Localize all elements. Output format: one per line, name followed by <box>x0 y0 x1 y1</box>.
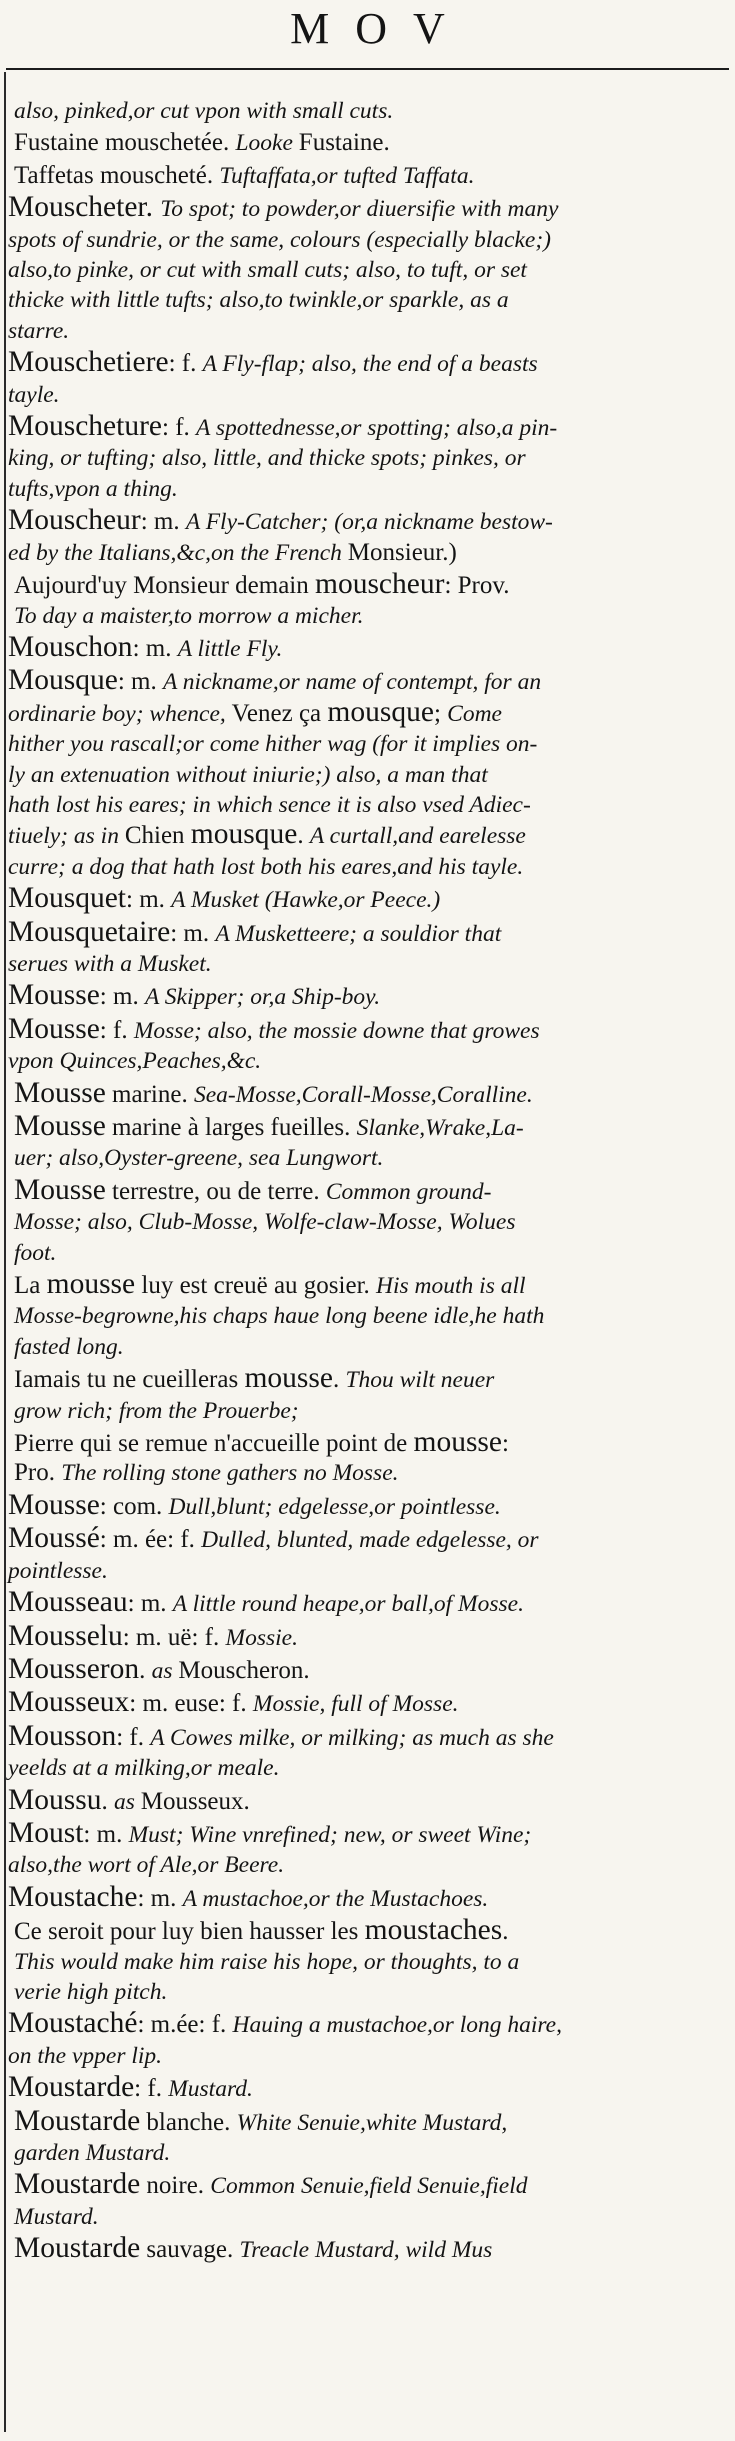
french-text: Ce seroit pour luy bien hausser les <box>14 1918 365 1946</box>
entry-line <box>8 729 723 759</box>
entry-line <box>8 1783 723 1817</box>
entry-line <box>14 1426 723 1459</box>
dictionary-entry <box>8 193 723 346</box>
headword: Mousseux <box>8 1686 130 1719</box>
french-text: : m. <box>99 983 145 1011</box>
entry-line <box>14 1362 723 1395</box>
english-gloss: thicke with little tufts; also,to twinkle,or sparkle, as a <box>8 287 509 314</box>
headword: Moustarde <box>14 2168 141 2201</box>
french-text: terrestre, ou de terre. <box>105 1177 326 1205</box>
dictionary-subentry <box>8 1076 723 1110</box>
headword: mousque <box>190 818 298 851</box>
english-gloss: tayle. <box>8 381 60 408</box>
french-text: : f. <box>162 414 197 442</box>
english-gloss: also,to pinke, or cut with small cuts; also, to tuft, or set <box>8 257 527 284</box>
french-text: : f. <box>116 1723 151 1751</box>
entry-line <box>8 1816 723 1850</box>
french-text: Pierre qui se remue n'accueille point de <box>14 1430 414 1458</box>
english-gloss: A Fly-flap; also, the end of a beasts <box>202 351 538 378</box>
headword: mousque <box>327 695 434 728</box>
entry-line <box>14 2138 723 2168</box>
english-gloss: Come <box>447 700 502 727</box>
french-text: . <box>332 1366 346 1394</box>
dictionary-entry <box>8 1719 723 1784</box>
english-gloss: White Senuie,white Mustard, <box>236 2109 508 2136</box>
dictionary-subentry <box>8 1173 723 1268</box>
entry-line <box>8 882 723 915</box>
entry-line <box>14 1977 723 2007</box>
entry-line <box>14 1173 723 1207</box>
french-text: marine. <box>105 1080 194 1108</box>
french-text: Mouscheron. <box>178 1656 310 1684</box>
entry-line <box>8 191 723 224</box>
english-gloss: Hauing a mustachoe,or long haire, <box>232 2012 562 2039</box>
french-text: : Prov. <box>444 572 510 600</box>
dictionary-entry <box>8 506 723 568</box>
english-gloss: To spot; to powder,or diuersifie with many <box>160 196 559 223</box>
entry-line <box>8 949 723 979</box>
entry-line <box>8 2071 723 2104</box>
entry-line <box>8 1652 723 1686</box>
english-gloss: A little round heape,or ball,of Mosse. <box>172 1591 524 1618</box>
english-gloss: hither you rascall;or come hither wag (for it implies on- <box>8 731 538 758</box>
english-gloss: Sea-Mosse,Corall-Mosse,Coralline. <box>193 1081 533 1108</box>
headword: Moustarde <box>14 2232 141 2265</box>
entry-line <box>14 1332 723 1362</box>
headword: Mouscheture <box>8 410 163 443</box>
english-gloss: foot. <box>14 1239 57 1266</box>
dictionary-entry <box>8 1880 723 1914</box>
english-gloss: Slanke,Wrake,La- <box>356 1115 524 1141</box>
entry-line <box>14 1268 723 1301</box>
dictionary-subentry <box>8 570 723 631</box>
english-gloss: on the vpper lip. <box>8 2042 163 2069</box>
english-gloss: king, or tufting; also, little, and thicke spots; pinkes, or <box>8 445 526 472</box>
english-gloss: Mustard. <box>168 2076 253 2103</box>
english-gloss: A Skipper; or,a Ship-boy. <box>144 984 381 1011</box>
entry-line <box>8 1046 723 1076</box>
english-gloss: Mosse; also, Club-Mosse, Wolfe-claw-Mosse, Wolues <box>14 1209 516 1236</box>
dictionary-entry <box>8 1619 723 1653</box>
english-gloss: A Fly-Catcher; (or,a nickname bestow- <box>185 509 553 536</box>
entry-line <box>8 346 723 379</box>
entry-line <box>8 818 723 851</box>
english-gloss: yeelds at a milking,or meale. <box>8 1755 280 1782</box>
english-gloss: curre; a dog that hath lost both his eares,and his tayle. <box>8 853 524 880</box>
english-gloss: A Musket (Hawke,or Peece.) <box>171 887 441 914</box>
english-gloss: spots of sundrie, or the same, colours (especially blacke;) <box>8 226 552 253</box>
entry-line <box>14 2232 723 2265</box>
english-gloss: also, pinked,or cut vpon with small cuts. <box>14 98 394 124</box>
english-gloss: ed by the Italians,&c,on the French <box>8 539 348 566</box>
entry-line <box>14 2168 723 2201</box>
dictionary-subentry <box>8 1270 723 1362</box>
english-gloss: A nickname,or name of contempt, for an <box>162 669 542 696</box>
headword: Mousque <box>8 664 118 697</box>
dictionary-subentry <box>8 1364 723 1426</box>
french-text: Pro. <box>14 1459 62 1487</box>
dictionary-subentry <box>8 1112 723 1174</box>
dictionary-subentry <box>8 2234 723 2265</box>
entry-line <box>14 128 723 158</box>
english-gloss: Mosse-begrowne,his chaps haue long beene idle,he hath <box>14 1303 545 1330</box>
entry-line <box>8 285 723 315</box>
english-gloss: Mosse; also, the mossie downe that growes <box>133 1017 540 1044</box>
french-text: Venez ça <box>231 699 328 727</box>
french-text: . <box>502 1918 509 1946</box>
headword: Mousseau <box>8 1586 128 1619</box>
french-text: . <box>139 1656 152 1684</box>
french-text: : m. <box>137 1884 183 1912</box>
entry-line <box>8 1753 723 1783</box>
headword: mousse <box>46 1268 136 1301</box>
entry-line <box>14 1458 723 1488</box>
dictionary-entry <box>8 2009 723 2071</box>
entry-line <box>8 1488 723 1522</box>
english-gloss: Mossie. <box>225 1624 298 1651</box>
headword: Moustarde <box>8 2071 135 2104</box>
dictionary-subentry <box>8 2104 723 2169</box>
english-gloss: Tuftaffata,or tufted Taffata. <box>219 162 475 189</box>
english-gloss: tufts,vpon a thing. <box>8 475 178 502</box>
entry-line <box>14 1110 723 1143</box>
headword: Moussu <box>8 1783 102 1816</box>
french-text: : m. <box>83 1820 129 1848</box>
dictionary-body <box>8 96 723 2268</box>
dictionary-subentry <box>8 1916 723 2007</box>
french-text: Fustaine mouschetée. <box>14 129 236 157</box>
french-text: : f. <box>168 350 203 378</box>
headword: moustaches <box>364 1914 503 1947</box>
headword: Mousse <box>14 1110 106 1142</box>
headword: mousse <box>244 1362 333 1395</box>
french-text: : <box>502 1430 509 1458</box>
headword: mousse <box>413 1426 502 1459</box>
english-gloss: To day a maister,to morrow a micher. <box>14 602 364 629</box>
headword: Mouscheur <box>8 504 141 537</box>
dictionary-entry <box>8 1783 723 1817</box>
entry-line <box>8 664 723 697</box>
french-text: : f. <box>99 1016 134 1044</box>
dictionary-entry <box>8 1488 723 1522</box>
running-head: MOV <box>290 4 471 53</box>
dictionary-subentry <box>8 96 723 126</box>
entry-line <box>14 1301 723 1331</box>
english-gloss: serues with a Musket. <box>8 950 212 977</box>
english-gloss: Treacle Mustard, wild Mus <box>239 2237 493 2264</box>
headword: Mousse <box>8 1488 100 1521</box>
english-gloss: A Musketteere; a souldior that <box>215 920 502 947</box>
french-text: ; <box>433 699 448 727</box>
english-gloss: grow rich; from the Prouerbe; <box>14 1397 299 1424</box>
english-gloss: The rolling stone gathers no Mosse. <box>61 1460 399 1487</box>
dictionary-entry <box>8 412 723 504</box>
french-text: sauvage. <box>140 2236 240 2264</box>
english-gloss: starre. <box>8 317 70 344</box>
entry-line <box>14 1947 723 1977</box>
dictionary-entry <box>8 1652 723 1686</box>
french-text: Taffetas mouscheté. <box>14 161 220 189</box>
dictionary-entry <box>8 2073 723 2104</box>
headword: Mousse <box>8 979 100 1012</box>
english-gloss: Mossie, full of Mosse. <box>252 1691 459 1718</box>
entry-line <box>8 1686 723 1719</box>
french-text: : m.ée: f. <box>137 2011 233 2039</box>
entry-line <box>8 474 723 504</box>
entry-line <box>8 504 723 537</box>
headword: Moust <box>8 1816 84 1849</box>
dictionary-subentry <box>8 1428 723 1489</box>
french-text: Monsieur.) <box>347 538 457 566</box>
headword: Mousselu <box>8 1619 123 1652</box>
french-text: : m. ée: f. <box>99 1526 202 1554</box>
headword: Mouschon <box>8 630 133 663</box>
english-gloss: Dulled, blunted, made edgelesse, or <box>201 1527 539 1554</box>
english-gloss: vpon Quinces,Peaches,&c. <box>8 1048 262 1075</box>
french-text: . <box>297 822 310 850</box>
entry-line <box>14 1914 723 1947</box>
entry-line <box>14 1238 723 1268</box>
entry-line <box>8 695 723 729</box>
entry-line <box>8 790 723 820</box>
entry-line <box>8 380 723 410</box>
english-gloss: as <box>113 1788 141 1815</box>
entry-line <box>14 2104 723 2138</box>
entry-line <box>8 1586 723 1619</box>
dictionary-subentry <box>8 128 723 158</box>
entry-line <box>8 316 723 346</box>
english-gloss: fasted long. <box>14 1333 124 1360</box>
english-gloss: A spottednesse,or spotting; also,a pin- <box>196 415 558 442</box>
french-text: : m. uë: f. <box>122 1623 226 1651</box>
french-text: : com. <box>99 1492 169 1520</box>
english-gloss: Must; Wine vnrefined; new, or sweet Wine; <box>128 1821 532 1848</box>
dictionary-subentry <box>8 2170 723 2232</box>
english-gloss: verie high pitch. <box>14 1978 168 2005</box>
entry-line <box>14 601 723 631</box>
english-gloss: hath lost his eares; in which sence it is also vsed Adiec- <box>8 791 531 818</box>
french-text: blanche. <box>140 2108 237 2136</box>
entry-line <box>14 161 723 191</box>
dictionary-entry <box>8 1816 723 1881</box>
entry-line <box>8 410 723 443</box>
entry-line <box>8 1850 723 1880</box>
english-gloss: Looke <box>235 130 299 157</box>
dictionary-subentry <box>8 161 723 191</box>
headword: Mousse <box>14 1173 106 1206</box>
entry-line <box>14 1396 723 1426</box>
english-gloss: Mustard. <box>14 2203 99 2230</box>
english-gloss: A mustachoe,or the Mustachoes. <box>182 1885 489 1912</box>
headword: Mousquet <box>8 882 126 915</box>
french-text: : m. euse: f. <box>129 1690 253 1718</box>
headword: Moustarde <box>14 2104 141 2137</box>
headword: Mousse <box>8 1012 100 1045</box>
french-text: : m. <box>117 668 163 696</box>
entry-line <box>8 2007 723 2040</box>
english-gloss: A curtall,and earelesse <box>309 823 526 850</box>
entry-line <box>8 538 723 568</box>
dictionary-entry <box>8 1688 723 1719</box>
french-text: marine à larges fueilles. <box>105 1114 357 1141</box>
dictionary-entry <box>8 630 723 664</box>
entry-line <box>14 2202 723 2232</box>
french-text: : m. <box>170 919 216 947</box>
dictionary-entry <box>8 915 723 980</box>
margin-rule <box>4 72 6 2432</box>
english-gloss: ly an extenuation without iniurie;) also, a man that <box>8 761 488 788</box>
entry-line <box>8 1619 723 1653</box>
entry-line <box>8 630 723 664</box>
english-gloss: Common ground- <box>325 1178 492 1205</box>
entry-line <box>8 760 723 790</box>
english-gloss: tiuely; as in <box>8 823 125 850</box>
dictionary-entry <box>8 981 723 1012</box>
entry-line <box>8 2041 723 2071</box>
entry-line <box>8 1556 723 1586</box>
entry-line <box>8 1880 723 1914</box>
entry-line <box>14 1207 723 1237</box>
english-gloss: also,the wort of Ale,or Beere. <box>8 1852 285 1879</box>
entry-line <box>8 979 723 1012</box>
header-rule <box>6 68 729 70</box>
dictionary-entry <box>8 1524 723 1586</box>
dictionary-entry <box>8 1588 723 1619</box>
entry-line <box>14 1076 723 1110</box>
french-text: La <box>14 1272 47 1300</box>
english-gloss: garden Mustard. <box>14 2140 171 2166</box>
french-text: : f. <box>134 2075 169 2103</box>
dictionary-entry <box>8 666 723 882</box>
english-gloss: Thou wilt neuer <box>345 1367 495 1394</box>
entry-line <box>14 568 723 601</box>
entry-line <box>8 225 723 255</box>
entry-line <box>8 1012 723 1046</box>
french-text: : m. <box>127 1590 173 1618</box>
headword: Mouscheter. <box>8 191 161 224</box>
english-gloss: pointlesse. <box>8 1557 108 1584</box>
english-gloss: uer; also,Oyster-greene, sea Lungwort. <box>14 1145 384 1172</box>
headword: Moussé <box>8 1522 100 1555</box>
french-text: Fustaine. <box>298 129 390 157</box>
headword: Moustache <box>8 1880 138 1913</box>
headword: mouscheur <box>315 568 445 601</box>
english-gloss: ordinarie boy; whence, <box>8 700 232 727</box>
english-gloss: A little Fly. <box>177 635 283 662</box>
entry-line <box>8 1719 723 1753</box>
french-text: : m. <box>126 886 172 914</box>
headword: Moustaché <box>8 2007 138 2040</box>
entry-line <box>8 443 723 473</box>
french-text: Iamais tu ne cueilleras <box>14 1366 245 1394</box>
headword: Mousquetaire <box>8 915 171 948</box>
english-gloss: This would make him raise his hope, or thoughts, to a <box>14 1948 520 1975</box>
headword: Mouschetiere <box>8 346 169 379</box>
french-text: : m. <box>140 508 186 536</box>
entry-line <box>8 852 723 882</box>
headword: Mousse <box>14 1076 106 1109</box>
entry-line <box>8 1522 723 1555</box>
french-text: Mousseux. <box>140 1787 250 1815</box>
entry-line <box>8 915 723 949</box>
dictionary-entry <box>8 884 723 915</box>
french-text: Aujourd'uy Monsieur demain <box>14 572 315 600</box>
english-gloss: as <box>151 1657 179 1684</box>
headword: Mousson <box>8 1719 117 1752</box>
dictionary-entry <box>8 348 723 410</box>
french-text: Chien <box>124 822 191 850</box>
english-gloss: A Cowes milke, or milking; as much as she <box>150 1724 554 1751</box>
entry-line <box>14 96 723 126</box>
dictionary-entry <box>8 1012 723 1077</box>
french-text: luy est creuë au gosier. <box>135 1272 377 1300</box>
english-gloss: His mouth is all <box>376 1273 526 1300</box>
entry-line <box>14 1143 723 1173</box>
entry-line <box>8 255 723 285</box>
french-text: : m. <box>132 634 178 662</box>
french-text: noire. <box>140 2172 211 2200</box>
english-gloss: Dull,blunt; edgelesse,or pointlesse. <box>168 1493 501 1520</box>
french-text: . <box>101 1787 114 1815</box>
english-gloss: Common Senuie,field Senuie,field <box>210 2173 528 2200</box>
headword: Mousseron <box>8 1652 140 1685</box>
